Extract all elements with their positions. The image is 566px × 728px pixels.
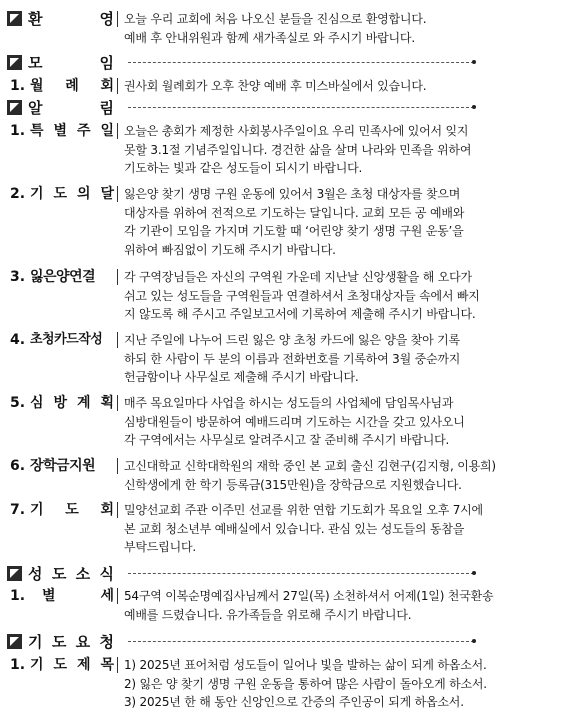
label-divider — [117, 458, 118, 474]
item-label: 장학금지원 — [30, 458, 96, 474]
divider-end-dot — [472, 105, 476, 109]
item-label: 잃은양연결 — [30, 269, 96, 285]
notices-title: 알 림 — [28, 99, 114, 117]
section-marker-icon — [7, 11, 22, 26]
label-divider — [117, 269, 118, 285]
item-number: 2. — [10, 186, 26, 202]
item-body: 고신대학교 신학대학원의 재학 중인 본 교회 출신 김현구(김지형, 이용희) 신학생에게 한 학기 등록금(315만원)을 장학금으로 지원했습니다. — [124, 459, 496, 492]
label-divider — [117, 502, 118, 518]
label-divider — [117, 588, 118, 604]
item-label: 별 세 — [42, 588, 114, 604]
item-label: 월 례 회 — [30, 78, 114, 94]
section-divider — [128, 641, 474, 642]
label-divider — [117, 657, 118, 673]
label-divider — [117, 395, 118, 411]
section-divider — [128, 573, 474, 574]
label-divider — [117, 78, 118, 94]
item-label: 심 방 계 획 — [30, 395, 114, 411]
prayer-title: 기 도 요 청 — [28, 633, 114, 651]
label-divider — [117, 186, 118, 202]
item-body: 54구역 이복순명예집사님께서 27일(목) 소천하셔서 어제(1일) 천국환송 예배를 드렸습니다. 유가족들을 위로해 주시기 바랍니다. — [124, 589, 494, 622]
item-number: 6. — [10, 458, 26, 474]
item-body: 각 구역장님들은 자신의 구역원 가운데 지난날 신앙생활을 해 오다가 쉬고 있는 성도들을 구역원들과 연결하셔서 초청대상자들 속에서 빠지 지 않도록 해 주시고 주일보고서에 기록하여 제출해 주시기 바랍니다. — [124, 270, 480, 321]
item-number: 4. — [10, 332, 26, 348]
item-body: 매주 목요일마다 사업을 하시는 성도들의 사업체에 담임목사님과 심방대원들이 방문하여 예배드리며 기도하는 시간을 갖고 있사오니 각 구역에서는 사무실로 알려주시고 잘 준비해 주시기 바랍니다. — [124, 396, 465, 447]
item-number: 1. — [10, 657, 26, 673]
item-label: 특 별 주 일 — [30, 123, 114, 139]
news-section-header — [0, 563, 566, 585]
section-marker-icon — [7, 100, 22, 115]
prayer-section-header — [0, 631, 566, 653]
item-label: 기 도 의 달 — [30, 186, 114, 202]
item-body: 잃은양 찾기 생명 구원 운동에 있어서 3월은 초청 대상자를 찾으며 대상자를 위하여 전적으로 기도하는 달입니다. 교회 모든 공 예배와 각 기관이 모임을 가지며 기도할 때 ‘어린양 찾기 생명 구원 운동’을 위하여 빠짐없이 기도해 주시기 바랍니다. — [124, 187, 465, 257]
divider-end-dot — [472, 60, 476, 64]
label-divider — [117, 332, 118, 348]
label-divider — [117, 11, 118, 27]
news-title: 성 도 소 식 — [28, 565, 114, 583]
item-body: 1) 2025년 표어처럼 성도들이 일어나 빛을 발하는 삶이 되게 하옵소서. 2) 잃은 양 찾기 생명 구원 운동을 통하여 많은 사람이 돌아오게 하소서. 3) 2025년 한 해 동안 신앙인으로 간증의 주인공이 되게 하옵소서. — [124, 658, 487, 709]
item-number: 1. — [10, 588, 26, 604]
gathering-title: 모 임 — [28, 54, 114, 72]
item-number: 7. — [10, 502, 26, 518]
welcome-title: 환 영 — [28, 10, 114, 28]
item-number: 1. — [10, 123, 26, 139]
item-body: 지난 주일에 나누어 드린 잃은 양 초청 카드에 잃은 양을 찾아 기록 하되 한 사람이 두 분의 이름과 전화번호를 기록하여 3월 중순까지 헌금함이나 사무실로 제출해 주시기 바랍니다. — [124, 333, 461, 384]
section-marker-icon — [7, 566, 22, 581]
item-body: 오늘은 총회가 제정한 사회봉사주일이요 우리 민족사에 있어서 잊지 못할 3.1절 기념주일입니다. 경건한 삶을 살며 나라와 민족을 위하여 기도하는 빛과 같은 성도들이 되시기 바랍니다. — [124, 124, 472, 175]
section-marker-icon — [7, 634, 22, 649]
item-number: 1. — [10, 78, 26, 94]
item-label: 기 도 제 목 — [30, 657, 114, 673]
divider-end-dot — [472, 639, 476, 643]
welcome-body: 오늘 우리 교회에 처음 나오신 분들을 진심으로 환영합니다. 예배 후 안내위원과 함께 새가족실로 와 주시기 바랍니다. — [124, 12, 427, 45]
section-divider — [128, 62, 474, 63]
item-body: 권사회 월례회가 오후 찬양 예배 후 미스바실에서 있습니다. — [124, 79, 427, 93]
item-number: 5. — [10, 395, 26, 411]
item-body: 밀양선교회 주관 이주민 선교를 위한 연합 기도회가 목요일 오후 7시에 본 교회 청소년부 예배실에서 있습니다. 관심 있는 성도들의 동참을 부탁드립니다. — [124, 503, 483, 554]
section-divider — [128, 107, 474, 108]
notices-section-header — [0, 97, 566, 119]
label-divider — [117, 123, 118, 139]
item-number: 3. — [10, 269, 26, 285]
item-label: 기 도 회 — [30, 502, 114, 518]
divider-end-dot — [472, 571, 476, 575]
item-label: 초청카드작성 — [30, 332, 103, 347]
gathering-section-header — [0, 52, 566, 74]
section-marker-icon — [7, 55, 22, 70]
welcome-section — [0, 8, 566, 45]
